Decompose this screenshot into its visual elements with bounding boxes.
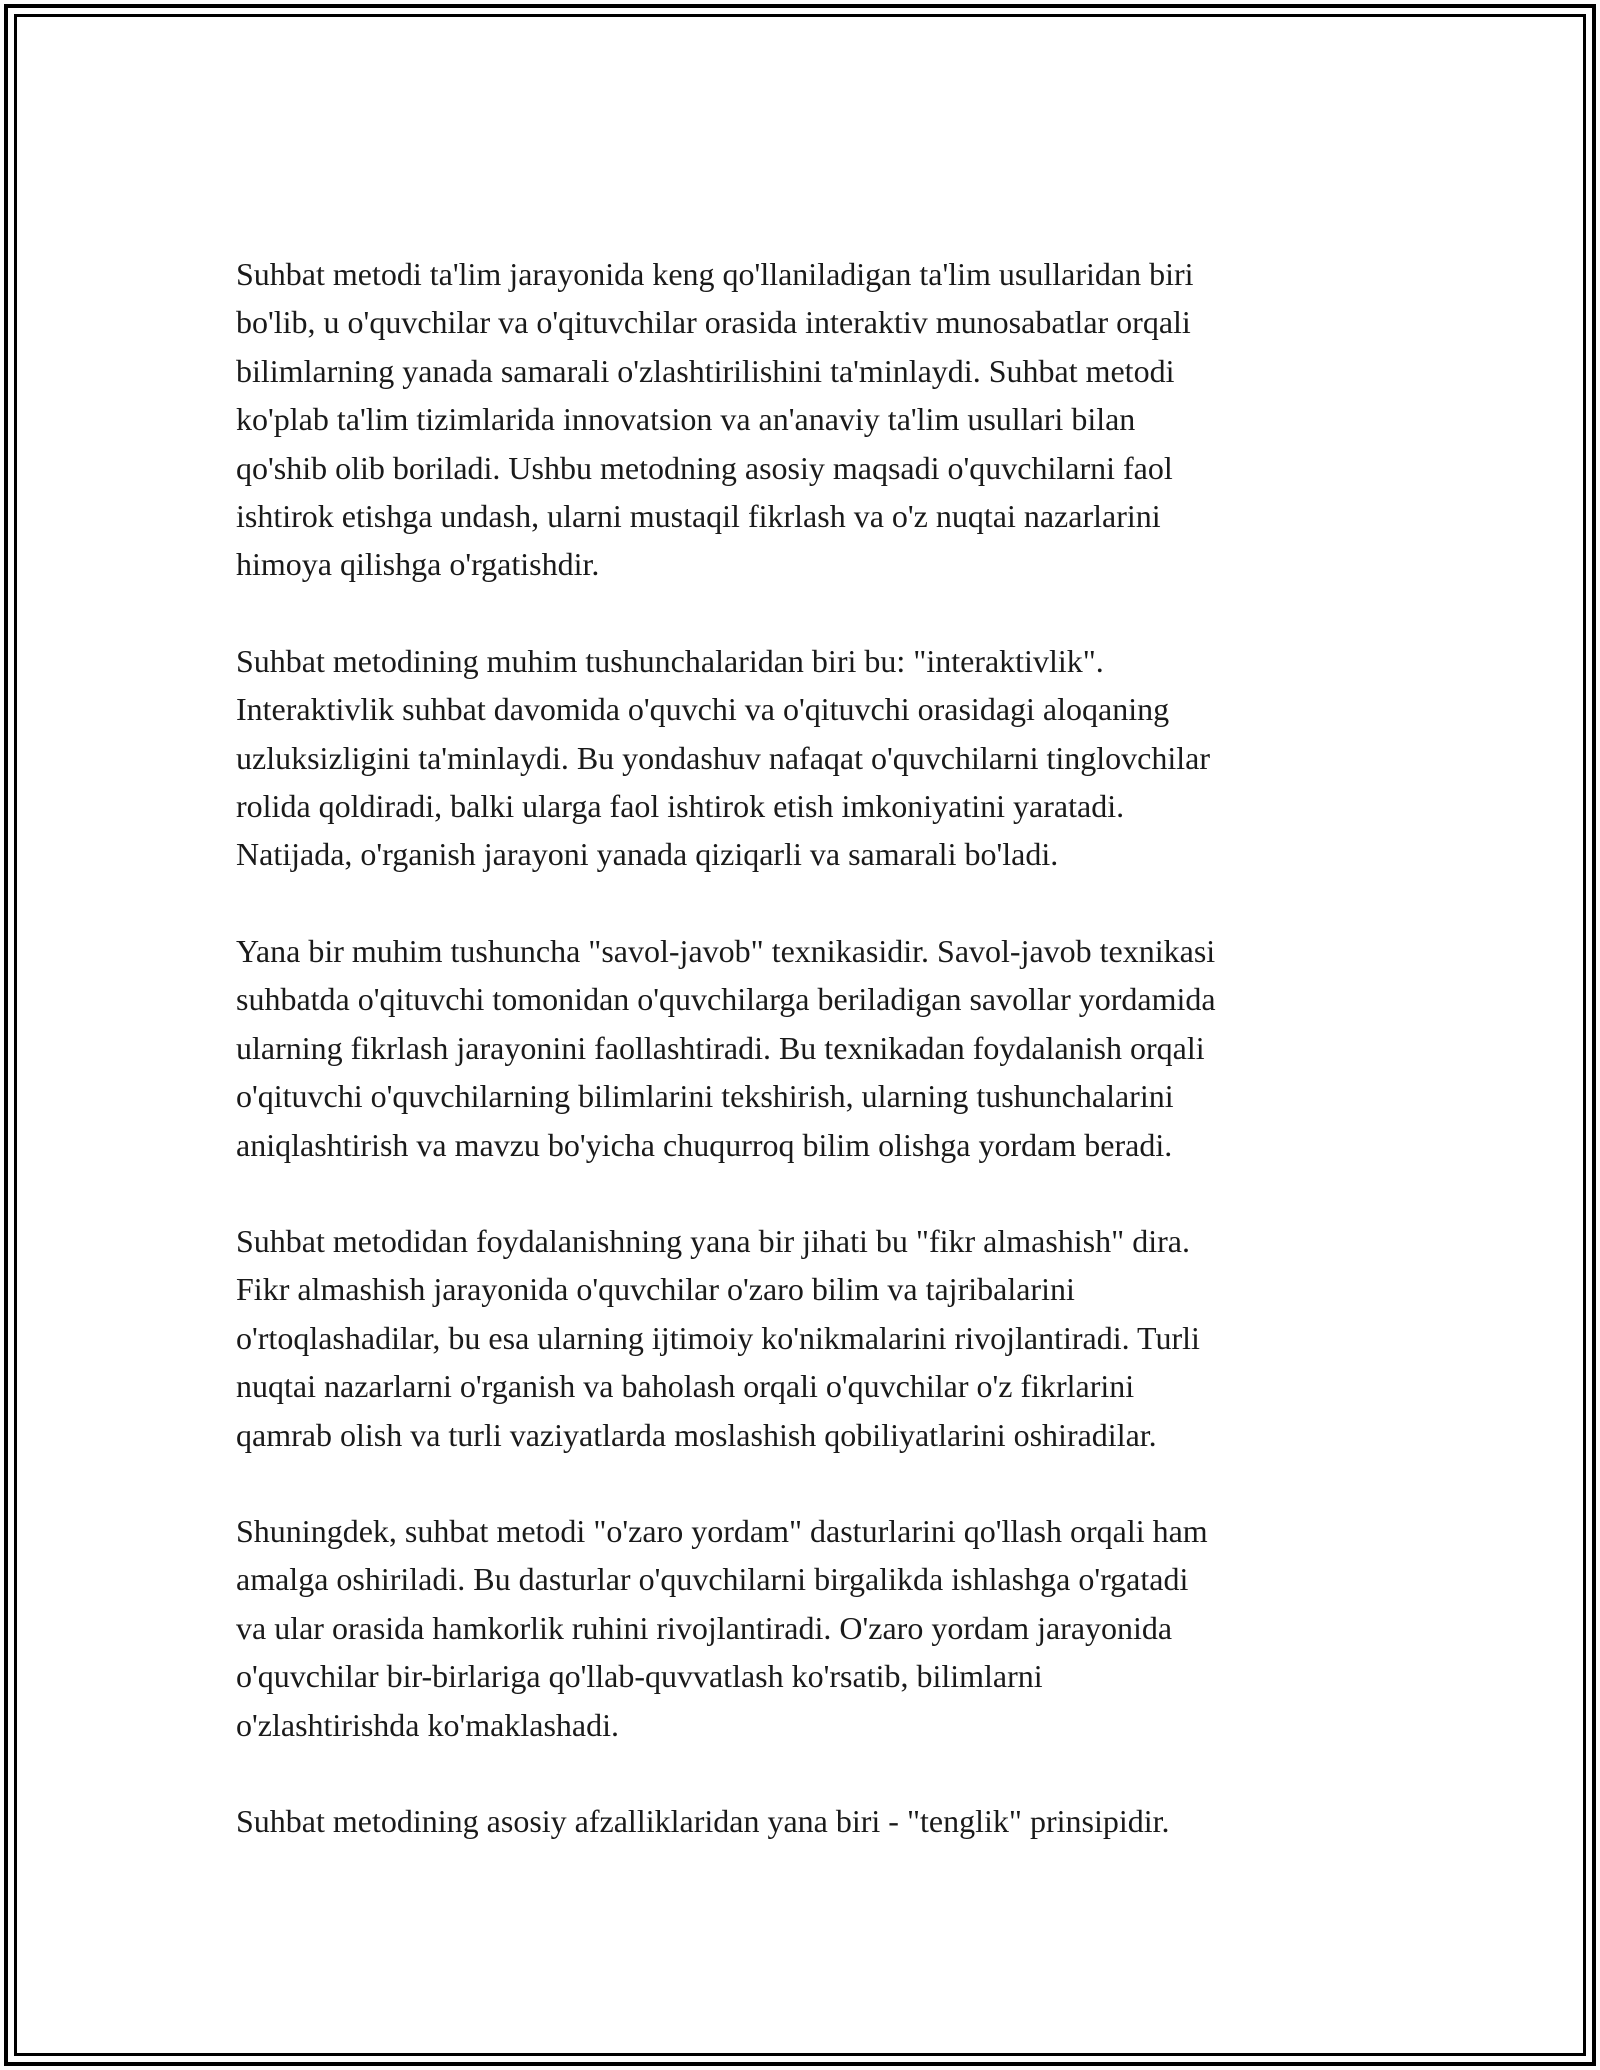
paragraph-ozaro-yordam: Shuningdek, suhbat metodi "o'zaro yordam" dasturlarini qo'llash orqali ham amalga oshiriladi. Bu dasturlar o'quvchilarni birgalikda ishlashga o'rgatadi va ular orasida hamkorlik ruhini rivojlantiradi. O'zaro yordam jarayonida o'quvchilar bir-birlariga qo'llab-quvvatlash ko'rsatib, bilimlarni o'zlashtirishda ko'maklashadi. [236,1512,1208,1743]
paragraph-fikr-almashish: Suhbat metodidan foydalanishning yana bir jihati bu "fikr almashish" dira. Fikr almashish jarayonida o'quvchilar o'zaro bilim va tajribalarini o'rtoqlashadilar, bu esa ularning ijtimoiy ko'nikmalarini rivojlantiradi. Turli nuqtai nazarlarni o'rganish va baholash orqali o'quvchilar o'z fikrlarini qamrab olish va turli vaziyatlarda moslashish qobiliyatlarini oshiradilar. [236,1222,1200,1453]
paragraph-interaktivlik: Suhbat metodining muhim tushunchalaridan biri bu: "interaktivlik". Interaktivlik suhbat davomida o'quvchi va o'qituvchi orasidagi aloqaning uzluksizligini ta'minlaydi. Bu yondashuv nafaqat o'quvchilarni tinglovchilar rolida qoldiradi, balki ularga faol ishtirok etish imkoniyatini yaratadi. Natijada, o'rganish jarayoni yanada qiziqarli va samarali bo'ladi. [236,642,1210,873]
paragraph-intro: Suhbat metodi ta'lim jarayonida keng qo'llaniladigan ta'lim usullaridan biri bo'lib, u o'quvchilar va o'qituvchilar orasida interaktiv munosabatlar orqali bilimlarning yanada samarali o'zlashtirilishini ta'minlaydi. Suhbat metodi ko'plab ta'lim tizimlarida innovatsion va an'anaviy ta'lim usullari bilan qo'shib olib boriladi. Ushbu metodning asosiy maqsadi o'quvchilarni faol ishtirok etishga undash, ularni mustaqil fikrlash va o'z nuqtai nazarlarini himoya qilishga o'rgatishdir. [236,256,1194,583]
document-body [236,250,1376,1893]
paragraph-tenglik: Suhbat metodining asosiy afzalliklaridan yana biri - "tenglik" prinsipidir. [236,1802,1170,1839]
paragraph-savol-javob: Yana bir muhim tushuncha "savol-javob" texnikasidir. Savol-javob texnikasi suhbatda o'qituvchi tomonidan o'quvchilarga beriladigan savollar yordamida ularning fikrlash jarayonini faollashtiradi. Bu texnikadan foydalanish orqali o'qituvchi o'quvchilarning bilimlarini tekshirish, ularning tushunchalarini aniqlashtirish va mavzu bo'yicha chuqurroq bilim olishga yordam beradi. [236,932,1216,1163]
